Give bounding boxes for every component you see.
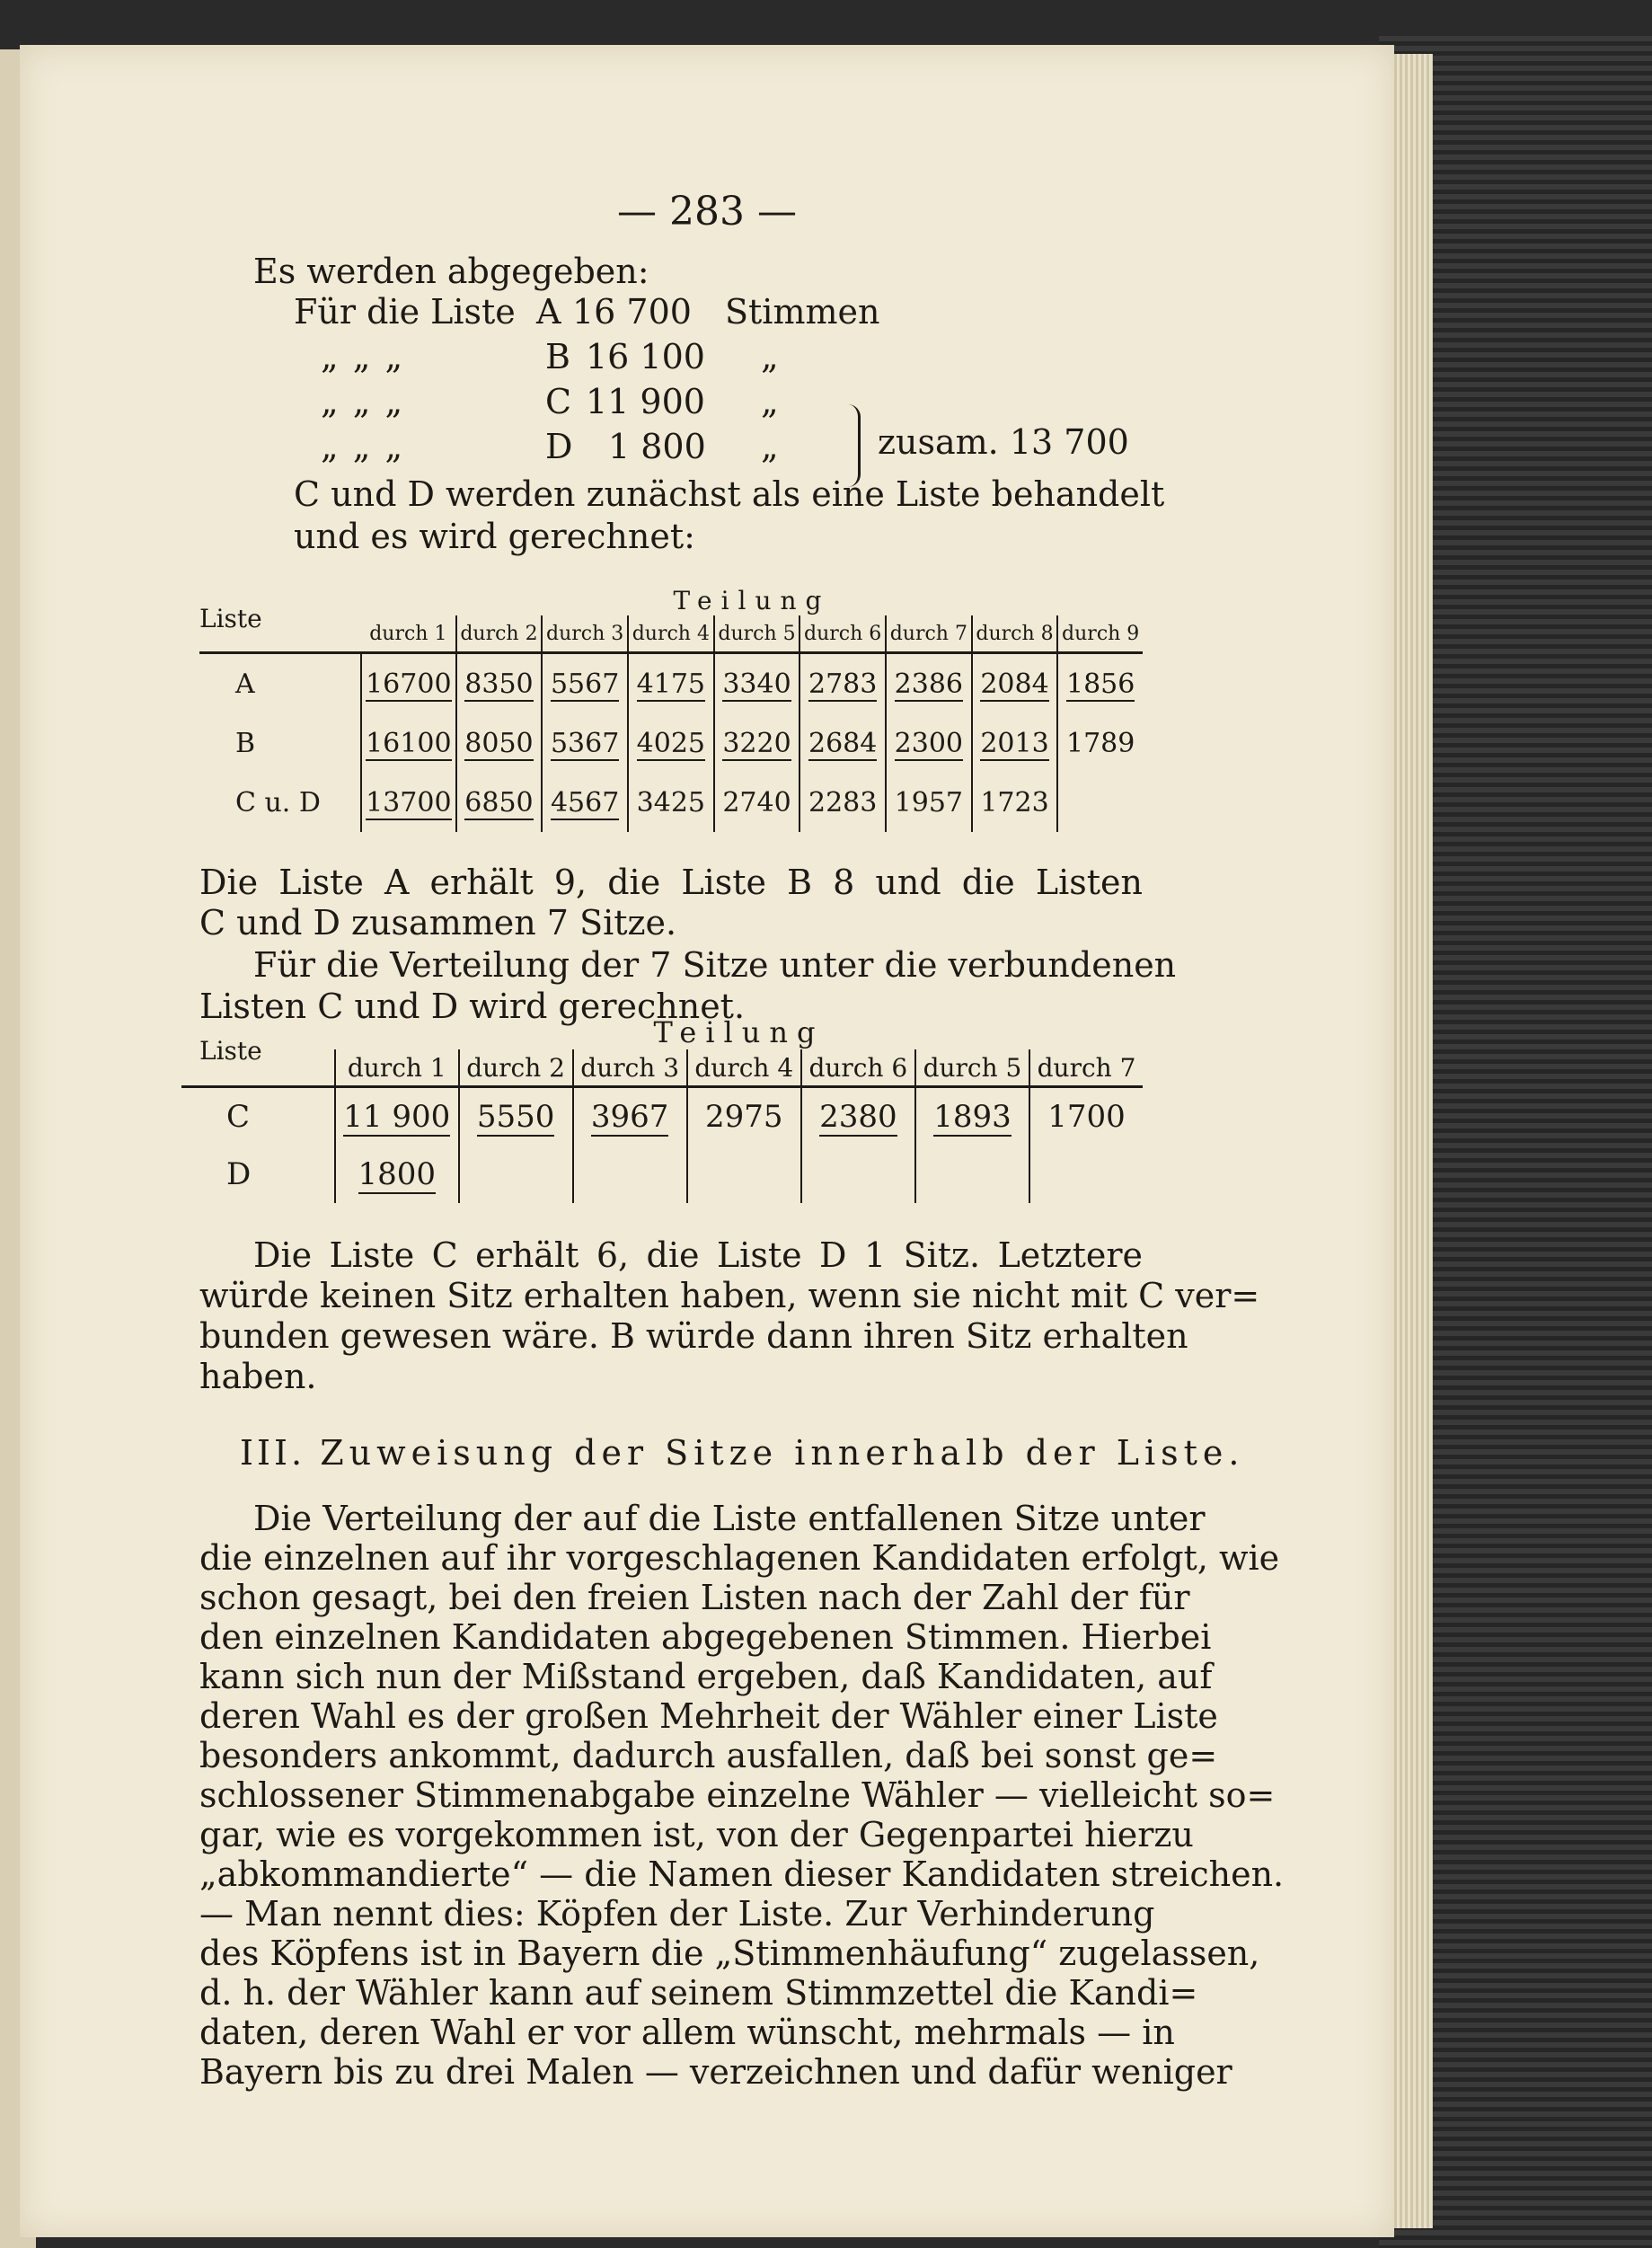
vote-line-b [321, 337, 779, 376]
table-cell [801, 1146, 915, 1203]
divisor-header: durch 3 [573, 1049, 687, 1087]
table-row [181, 1146, 1143, 1203]
paragraph-line: bunden gewesen wäre. B würde dann ihren Sitz erhalten [199, 1316, 1188, 1356]
table-cell: 2975 [687, 1087, 801, 1146]
intro-line: Es werden abgegeben: [253, 252, 649, 291]
vote-line-d [321, 427, 779, 466]
paragraph-line: würde keinen Sitz erhalten haben, wenn sie nicht mit C ver= [199, 1276, 1260, 1315]
vote-unit: „ [761, 337, 779, 376]
paragraph-line: den einzelnen Kandidaten abgegebenen Stimmen. Hierbei [199, 1617, 1212, 1657]
paragraph-line: Die Liste C erhält 6, die Liste D 1 Sitz. Letztere [253, 1235, 1143, 1275]
table-cell: 4025 [628, 713, 714, 773]
vote-prefix: „ „ „ [321, 427, 405, 466]
vote-list: B [545, 337, 570, 376]
paragraph-line: des Köpfens ist in Bayern die „Stimmenhäufung“ zugelassen, [199, 1934, 1260, 1973]
table-cell: 3220 [714, 713, 800, 773]
paragraph-line: kann sich nun der Mißstand ergeben, daß Kandidaten, auf [199, 1657, 1213, 1696]
divisor-header: durch 3 [542, 615, 628, 653]
table-row [199, 653, 1143, 714]
paragraph-line: deren Wahl es der großen Mehrheit der Wähler einer Liste [199, 1696, 1218, 1736]
divisor-header: durch 9 [1057, 615, 1143, 653]
table-row [181, 1087, 1143, 1146]
vote-unit: Stimmen [725, 292, 880, 332]
divisor-header: durch 6 [799, 615, 886, 653]
paragraph-line: Die Liste A erhält 9, die Liste B 8 und die Listen [199, 863, 1143, 902]
table-header-teilung: Teilung [673, 586, 831, 615]
table-cell: 16700 [361, 653, 456, 714]
table-cell: 2386 [886, 653, 972, 714]
table-cell: 16100 [361, 713, 456, 773]
table-cell: 2013 [972, 713, 1058, 773]
table-cell: 2283 [799, 773, 886, 832]
table-cell: 5367 [542, 713, 628, 773]
table-cell [1029, 1146, 1143, 1203]
row-label: A [235, 668, 255, 700]
table-cell: 5550 [459, 1087, 573, 1146]
paragraph-line: besonders ankommt, dadurch ausfallen, daß bei sonst ge= [199, 1736, 1218, 1775]
division-table-1 [199, 586, 1143, 832]
vote-list: D [545, 427, 573, 466]
table-cell: 2380 [801, 1087, 915, 1146]
paragraph-line: C und D zusammen 7 Sitze. [199, 903, 677, 943]
table-cell: 4175 [628, 653, 714, 714]
table-cell [573, 1146, 687, 1203]
table-cell: 6850 [456, 773, 543, 832]
vote-value: 16 700 [572, 292, 692, 332]
table-cell: 3340 [714, 653, 800, 714]
paragraph-line: daten, deren Wahl er vor allem wünscht, mehrmals — in [199, 2013, 1175, 2052]
row-label: D [226, 1156, 252, 1192]
divisor-header: durch 5 [915, 1049, 1029, 1087]
section-heading [240, 1433, 1244, 1473]
table-cell: 1723 [972, 773, 1058, 832]
divisor-header: durch 1 [335, 1049, 459, 1087]
vote-list: C [545, 382, 572, 421]
section-title: Zuweisung der Sitze innerhalb der Liste. [320, 1433, 1245, 1473]
table-cell: 13700 [361, 773, 456, 832]
table-cell: 1856 [1057, 653, 1143, 714]
divisor-header: durch 4 [628, 615, 714, 653]
table-cell [1057, 773, 1143, 832]
vote-prefix: „ „ „ [321, 382, 405, 421]
divisor-header: durch 5 [714, 615, 800, 653]
paragraph-line: d. h. der Wähler kann auf seinem Stimmzettel die Kandi= [199, 1973, 1198, 2013]
table-cell [687, 1146, 801, 1203]
table-header-liste: Liste [181, 1015, 335, 1087]
vote-value: 16 100 [586, 337, 705, 376]
vote-line-c [321, 382, 779, 421]
table-cell: 2084 [972, 653, 1058, 714]
divisor-header: durch 4 [687, 1049, 801, 1087]
together-total: zusam. 13 700 [878, 422, 1129, 462]
table-cell [915, 1146, 1029, 1203]
vote-prefix: „ „ „ [321, 337, 405, 376]
paragraph-line: C und D werden zunächst als eine Liste behandelt [294, 474, 1165, 514]
vote-prefix: Für die Liste [294, 292, 516, 332]
table-cell: 8350 [456, 653, 543, 714]
paragraph-line: — Man nennt dies: Köpfen der Liste. Zur Verhinderung [199, 1894, 1155, 1934]
paragraph-line: schon gesagt, bei den freien Listen nach der Zahl der für [199, 1578, 1190, 1617]
paragraph-line: die einzelnen auf ihr vorgeschlagenen Kandidaten erfolgt, wie [199, 1538, 1280, 1578]
table-cell [459, 1146, 573, 1203]
vote-value: 1 800 [608, 427, 706, 466]
divisor-header: durch 6 [801, 1049, 915, 1087]
table-cell: 3967 [573, 1087, 687, 1146]
table-cell: 5567 [542, 653, 628, 714]
table-row [199, 773, 1143, 832]
divisor-header: durch 2 [456, 615, 543, 653]
vote-value: 11 900 [586, 382, 705, 421]
table-cell: 2684 [799, 713, 886, 773]
paragraph-line: haben. [199, 1357, 317, 1396]
paragraph-line: Die Verteilung der auf die Liste entfallenen Sitze unter [253, 1499, 1206, 1538]
table-cell: 2740 [714, 773, 800, 832]
divisor-header: durch 8 [972, 615, 1058, 653]
divisor-header: durch 2 [459, 1049, 573, 1087]
table-cell: 2300 [886, 713, 972, 773]
paragraph-line: Für die Verteilung der 7 Sitze unter die verbundenen [253, 945, 1177, 985]
division-table-2 [181, 1015, 1143, 1203]
paragraph-line: gar, wie es vorgekommen ist, von der Gegenpartei hierzu [199, 1815, 1194, 1854]
table-cell: 1800 [335, 1146, 459, 1203]
table-row [199, 713, 1143, 773]
vote-list: A [536, 292, 561, 332]
paragraph-line: Bayern bis zu drei Malen — verzeichnen und dafür weniger [199, 2052, 1232, 2092]
paragraph-line: und es wird gerechnet: [294, 517, 695, 556]
paragraph-line: „abkommandierte“ — die Namen dieser Kandidaten streichen. [199, 1854, 1285, 1894]
row-label: C u. D [235, 786, 321, 819]
paragraph-line: Listen C und D wird gerechnet. [199, 987, 746, 1026]
table-cell: 8050 [456, 713, 543, 773]
vote-line-a [294, 292, 880, 332]
table-cell: 1893 [915, 1087, 1029, 1146]
page-number: — 283 — [617, 189, 797, 235]
section-numeral: III. [240, 1433, 306, 1473]
table-cell: 11 900 [335, 1087, 459, 1146]
paragraph-line: schlossener Stimmenabgabe einzelne Wähler — vielleicht so= [199, 1775, 1276, 1815]
table-cell: 2783 [799, 653, 886, 714]
divisor-header: durch 7 [886, 615, 972, 653]
vote-unit: „ [761, 427, 779, 466]
table-cell: 3425 [628, 773, 714, 832]
table-header-liste: Liste [199, 586, 361, 653]
vote-unit: „ [761, 382, 779, 421]
divisor-header: durch 7 [1029, 1049, 1143, 1087]
table-header-teilung: Teilung [653, 1015, 825, 1049]
table-cell: 1700 [1029, 1087, 1143, 1146]
row-label: C [226, 1099, 251, 1135]
table-cell: 1957 [886, 773, 972, 832]
book-page [20, 45, 1394, 2237]
table-cell: 1789 [1057, 713, 1143, 773]
divisor-header: durch 1 [361, 615, 456, 653]
row-label: B [235, 727, 256, 759]
table-cell: 4567 [542, 773, 628, 832]
